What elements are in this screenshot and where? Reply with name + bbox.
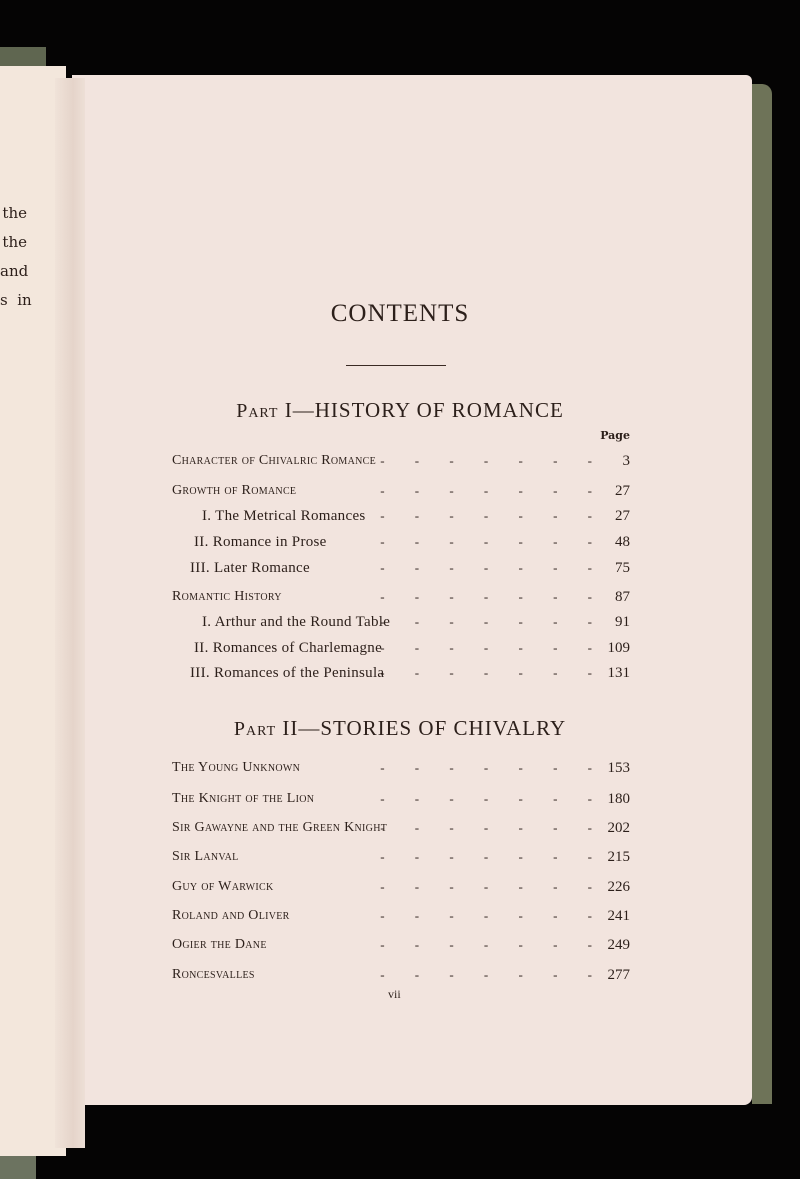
facing-line: s in (0, 291, 32, 309)
toc-entry-title: The Young Unknown (172, 760, 301, 775)
leader-dots: - - - - - - - (380, 534, 592, 549)
toc-entry (172, 665, 630, 687)
toc-entry-title: III. Later Romance (190, 560, 310, 576)
toc-entry-title: I. The Metrical Romances (202, 508, 366, 524)
part-heading (0, 716, 800, 741)
leader-dots: - - - - - - - (380, 879, 592, 894)
toc-entry (172, 640, 630, 662)
toc-entry (172, 614, 630, 636)
toc-entry-title: Sir Gawayne and the Green Knight (172, 820, 388, 835)
page-title: CONTENTS (330, 300, 470, 327)
toc-entry (172, 849, 630, 871)
toc-entry-page: 109 (607, 640, 630, 656)
leader-dots: - - - - - - - (380, 560, 592, 575)
toc-entry-title: II. Romances of Charlemagne (194, 640, 383, 656)
toc-entry-title: Growth of Romance (172, 483, 297, 498)
leader-dots: - - - - - - - (380, 908, 592, 923)
leader-dots: - - - - - - - (380, 665, 592, 680)
toc-entry (172, 820, 630, 842)
toc-entry-page: 3 (622, 453, 630, 469)
toc-entry-page: 180 (607, 791, 630, 807)
part-title: II—STORIES OF CHIVALRY (282, 716, 567, 740)
facing-line: the (2, 204, 27, 222)
leader-dots: - - - - - - - (380, 967, 592, 982)
leader-dots: - - - - - - - (380, 937, 592, 952)
part-title: I—HISTORY OF ROMANCE (284, 398, 564, 422)
toc-entry (172, 908, 630, 930)
toc-entry-page: 241 (607, 908, 630, 924)
toc-entry-page: 48 (615, 534, 630, 550)
toc-entry (172, 483, 630, 505)
toc-entry-page: 277 (607, 967, 630, 983)
toc-entry (172, 560, 630, 582)
book-cover-edge (752, 84, 772, 1104)
toc-entry-page: 87 (615, 589, 630, 605)
toc-entry-title: Romantic History (172, 589, 282, 604)
leader-dots: - - - - - - - (380, 640, 592, 655)
toc-entry-title: Roland and Oliver (172, 908, 290, 923)
toc-entry-title: III. Romances of the Peninsula (190, 665, 385, 681)
toc-entry (172, 453, 630, 475)
leader-dots: - - - - - - - (380, 508, 592, 523)
toc-entry (172, 508, 630, 530)
toc-entry-page: 27 (615, 508, 630, 524)
toc-entry-page: 27 (615, 483, 630, 499)
toc-entry-page: 249 (607, 937, 630, 953)
toc-entry-page: 226 (607, 879, 630, 895)
part-prefix: Part (233, 718, 277, 740)
leader-dots: - - - - - - - (380, 453, 592, 468)
leader-dots: - - - - - - - (380, 760, 592, 775)
toc-entry (172, 589, 630, 611)
toc-entry-title: Roncesvalles (172, 967, 255, 982)
leader-dots: - - - - - - - (380, 614, 592, 629)
facing-line: and (0, 262, 29, 280)
leader-dots: - - - - - - - (380, 849, 592, 864)
toc-entry-page: 153 (607, 760, 630, 776)
gutter-shadow (55, 78, 85, 1148)
toc-entry-title: Ogier the Dane (172, 937, 267, 952)
toc-entry-title: Guy of Warwick (172, 879, 274, 894)
toc-entry-title: Sir Lanval (172, 849, 239, 864)
toc-entry (172, 791, 630, 813)
page-column-label: Page (600, 429, 630, 442)
toc-entry-page: 131 (607, 665, 630, 681)
title-rule (346, 365, 446, 366)
part-prefix: Part (236, 400, 279, 422)
toc-entry-page: 91 (615, 614, 630, 630)
toc-entry (172, 534, 630, 556)
toc-entry (172, 967, 630, 989)
toc-entry-page: 215 (607, 849, 630, 865)
toc-entry-page: 202 (607, 820, 630, 836)
leader-dots: - - - - - - - (380, 589, 592, 604)
toc-entry-title: II. Romance in Prose (194, 534, 327, 550)
leader-dots: - - - - - - - (380, 820, 592, 835)
toc-entry (172, 937, 630, 959)
facing-page-text (0, 199, 32, 315)
toc-entry-title: I. Arthur and the Round Table (202, 614, 391, 630)
toc-entry-title: The Knight of the Lion (172, 791, 315, 806)
toc-entry (172, 879, 630, 901)
facing-line: the (2, 233, 27, 251)
page-number: vii (388, 987, 401, 1001)
toc-entry-page: 75 (615, 560, 630, 576)
toc-entry (172, 760, 630, 782)
part-heading (0, 398, 800, 423)
leader-dots: - - - - - - - (380, 483, 592, 498)
leader-dots: - - - - - - - (380, 791, 592, 806)
toc-entry-title: Character of Chivalric Romance (172, 453, 377, 468)
